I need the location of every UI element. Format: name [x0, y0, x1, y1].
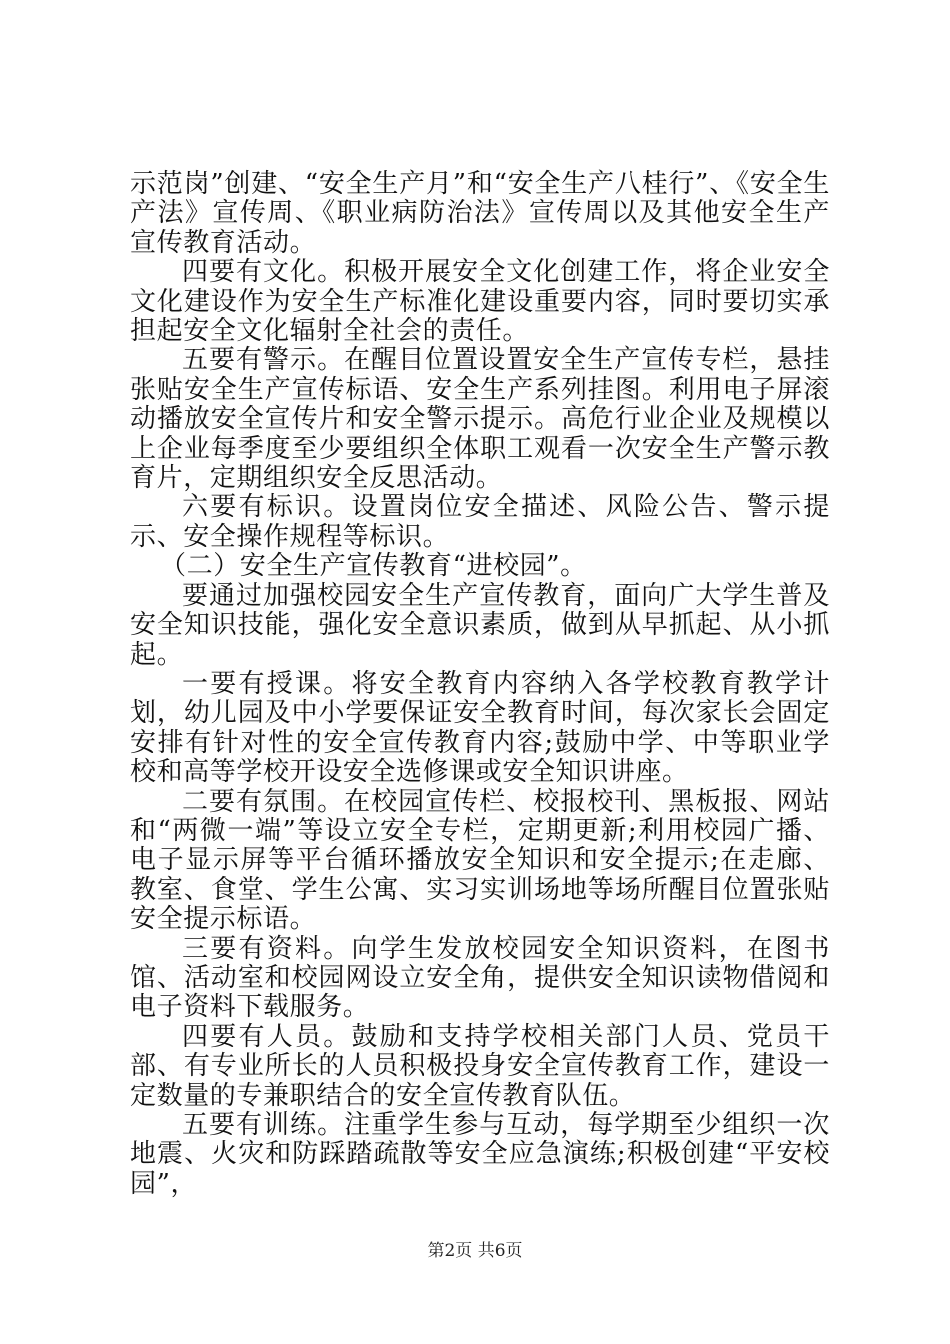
- section-heading: （二）安全生产宣传教育“进校园”。: [160, 551, 587, 582]
- paragraph: 四要有文化。积极开展安全文化创建工作，将企业安全文化建设作为安全生产标准化建设重要内容，同时要切实承担起安全文化辐射全社会的责任。: [130, 257, 830, 347]
- paragraph: 二要有氛围。在校园宣传栏、校报校刊、黑板报、网站和“两微一端”等设立安全专栏，定期更新;利用校园广播、电子显示屏等平台循环播放安全知识和安全提示;在走廊、教室、食堂、学生公寓、实习实训场地等场所醒目位置张贴安全提示标语。: [130, 786, 830, 935]
- paragraph: 五要有警示。在醒目位置设置安全生产宣传专栏，悬挂张贴安全生产宣传标语、安全生产系列挂图。利用电子屏滚动播放安全宣传片和安全警示提示。高危行业企业及规模以上企业每季度至少要组织全体职工观看一次安全生产警示教育片，定期组织安全反思活动。: [130, 345, 830, 494]
- paragraph: 示范岗”创建、“安全生产月”和“安全生产八桂行”、《安全生产法》宣传周、《职业病防治法》宣传周以及其他安全生产宣传教育活动。: [130, 169, 830, 258]
- paragraph: 一要有授课。将安全教育内容纳入各学校教育教学计划，幼儿园及中小学要保证安全教育时间，每次家长会固定安排有针对性的安全宣传教育内容;鼓励中学、中等职业学校和高等学校开设安全选修课或安全知识讲座。: [130, 668, 830, 788]
- paragraph: 要通过加强校园安全生产宣传教育，面向广大学生普及安全知识技能，强化安全意识素质，做到从早抓起、从小抓起。: [130, 580, 830, 670]
- paragraph: 四要有人员。鼓励和支持学校相关部门人员、党员干部、有专业所长的人员积极投身安全宣传教育工作，建设一定数量的专兼职结合的安全宣传教育队伍。: [130, 1021, 830, 1111]
- document-body: [130, 170, 830, 1199]
- paragraph: 三要有资料。向学生发放校园安全知识资料，在图书馆、活动室和校园网设立安全角，提供安全知识读物借阅和电子资料下载服务。: [130, 933, 830, 1023]
- paragraph: 六要有标识。设置岗位安全描述、风险公告、警示提示、安全操作规程等标识。: [130, 492, 830, 552]
- page-footer: 第2页 共6页: [427, 1241, 523, 1261]
- paragraph: 五要有训练。注重学生参与互动，每学期至少组织一次地震、火灾和防踩踏疏散等安全应急演练;积极创建“平安校园”，: [130, 1110, 830, 1199]
